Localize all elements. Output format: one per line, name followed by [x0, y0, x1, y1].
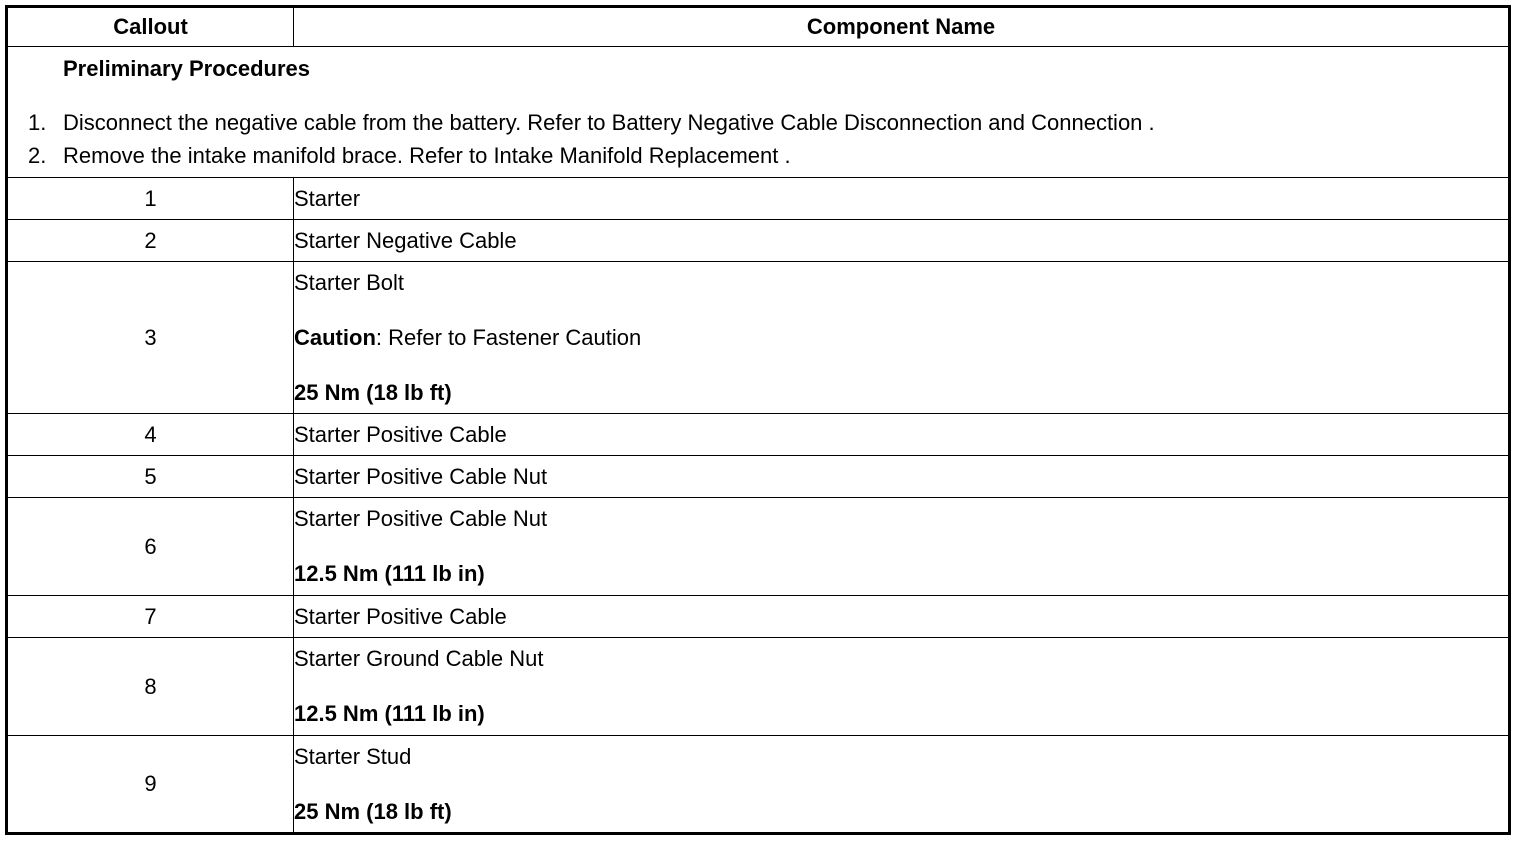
preliminary-procedures-cell — [7, 47, 1510, 178]
component-name: Starter Positive Cable Nut — [294, 506, 548, 531]
table-row — [7, 456, 1510, 498]
torque-spec: 25 Nm (18 lb ft) — [294, 798, 452, 824]
component-name-cell — [294, 638, 1510, 736]
torque-spec: 12.5 Nm (111 lb in) — [294, 701, 485, 726]
component-name: Starter Stud — [294, 743, 412, 769]
component-name: Starter Ground Cable Nut — [294, 646, 544, 671]
callout-number: 4 — [7, 414, 294, 456]
caution-label: Caution — [294, 324, 376, 350]
callout-number: 1 — [7, 178, 294, 220]
table-row — [7, 498, 1510, 596]
preliminary-step — [8, 143, 1508, 176]
component-name: Starter Positive Cable Nut — [294, 456, 1510, 498]
step-number: 2. — [28, 143, 47, 168]
preliminary-procedures-title: Preliminary Procedures — [63, 56, 311, 81]
callout-number: 2 — [7, 220, 294, 262]
component-name: Starter — [294, 178, 1510, 220]
table-row — [7, 262, 1510, 414]
caution-note — [294, 325, 1508, 351]
callout-number: 7 — [7, 596, 294, 638]
table-header-row — [7, 7, 1510, 47]
table-row — [7, 596, 1510, 638]
callout-number: 9 — [7, 736, 294, 834]
step-text: Remove the intake manifold brace. Refer to Intake Manifold Replacement . — [63, 143, 791, 168]
component-name-cell — [294, 498, 1510, 596]
component-name: Starter Positive Cable — [294, 596, 1510, 638]
step-text: Disconnect the negative cable from the battery. Refer to Battery Negative Cable Disconnection and Connection . — [63, 110, 1155, 135]
table-row — [7, 220, 1510, 262]
callout-number: 3 — [7, 262, 294, 414]
component-name: Starter Positive Cable — [294, 414, 1510, 456]
table-row — [7, 414, 1510, 456]
header-component-name: Component Name — [294, 7, 1510, 47]
table-row — [7, 736, 1510, 834]
callout-number: 6 — [7, 498, 294, 596]
callout-number: 5 — [7, 456, 294, 498]
component-name-cell — [294, 736, 1510, 834]
table-row — [7, 178, 1510, 220]
component-name: Starter Negative Cable — [294, 220, 1510, 262]
preliminary-procedures-row — [7, 47, 1510, 178]
component-name: Starter Bolt — [294, 269, 405, 295]
component-callout-table — [5, 5, 1511, 835]
header-callout: Callout — [7, 7, 294, 47]
torque-spec: 12.5 Nm (111 lb in) — [294, 561, 485, 586]
table-row — [7, 638, 1510, 736]
callout-number: 8 — [7, 638, 294, 736]
component-name-cell — [294, 262, 1510, 414]
preliminary-steps-list — [8, 110, 1508, 176]
step-number: 1. — [28, 110, 47, 135]
caution-text: : Refer to Fastener Caution — [375, 324, 642, 350]
torque-spec: 25 Nm (18 lb ft) — [294, 379, 452, 405]
preliminary-step — [8, 110, 1508, 143]
